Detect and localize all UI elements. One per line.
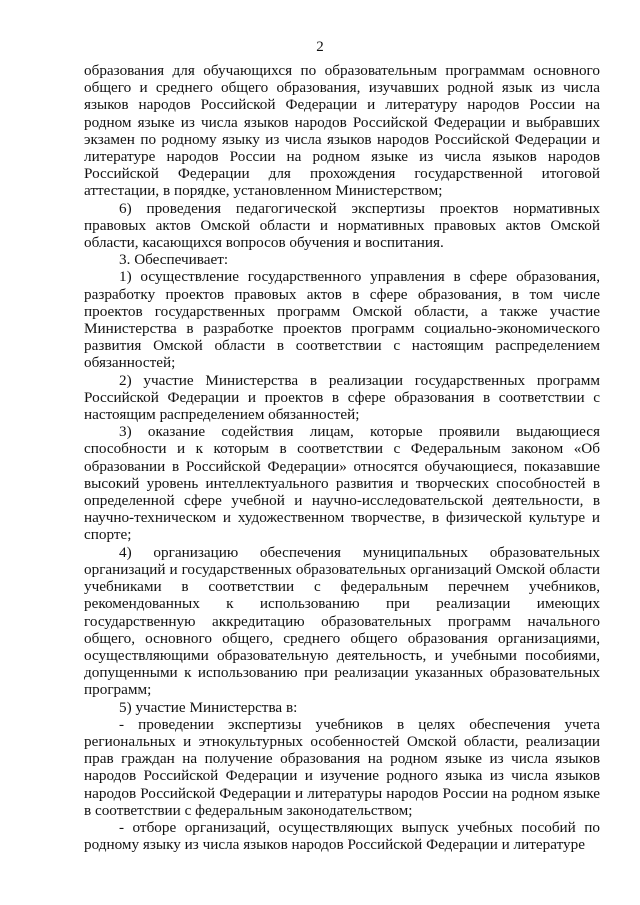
paragraph-item-4: 4) организацию обеспечения муниципальных образовательных организаций и государственных образовательных организаций Омской области учебниками в соответствии с федеральным перечнем учебников, рекомендованных к использованию при реализации имеющих государственную аккредитацию образовательных программ начального общего, основного общего, среднего общего образования организациями, осуществляющими образовательную деятельность, и учебными пособиями, допущенными к использованию при реализации указанных образовательных программ;	[84, 543, 600, 699]
paragraph-subitem-selection: - отборе организаций, осуществляющих выпуск учебных пособий по родному языку из числа языков народов Российской Федерации и литературе	[84, 818, 600, 854]
document-body	[84, 62, 600, 853]
paragraph-item-1: 1) осуществление государственного управления в сфере образования, разработку проектов правовых актов в сфере образования, в том числе проектов государственных программ Омской области, а также участие Министерства в разработке проектов программ социально-экономического развития Омской области в соответствии с настоящим распределением обязанностей;	[84, 268, 600, 372]
paragraph-item-2: 2) участие Министерства в реализации государственных программ Российской Федерации и проектов в сфере образования в соответствии с настоящим распределением обязанностей;	[84, 371, 600, 424]
paragraph-continuation: образования для обучающихся по образовательным программам основного общего и среднего общего образования, изучавших родной язык из числа языков народов Российской Федерации и литературу народов России на родном языке из числа языков народов Российской Федерации и выбравших экзамен по родному языку из числа языков народов Российской Федерации и литературе народов России на родном языке из числа языков народов Российской Федерации для прохождения государственной итоговой аттестации, в порядке, установленном Министерством;	[84, 62, 600, 200]
paragraph-item-3: 3) оказание содействия лицам, которые проявили выдающиеся способности и к которым в соответствии с Федеральным законом «Об образовании в Российской Федерации» относятся обучающиеся, показавшие высокий уровень интеллектуального развития и творческих способностей в определенной сфере учебной и научно-исследовательской деятельности, в научно-техническом и художественном творчестве, в физической культуре и спорте;	[84, 423, 600, 544]
paragraph-subitem-expertise: - проведении экспертизы учебников в целях обеспечения учета региональных и этнокультурных особенностей Омской области, реализации прав граждан на получение образования на родном языке из числа языков народов Российской Федерации и изучение родного языка из числа языков народов Российской Федерации и литературы народов России на родном языке в соответствии с федеральным законодательством;	[84, 715, 600, 819]
page-number: 2	[316, 39, 324, 55]
section-heading-3: 3. Обеспечивает:	[119, 251, 229, 269]
paragraph-item-5: 5) участие Министерства в:	[119, 698, 298, 716]
paragraph-item-6: 6) проведения педагогической экспертизы проектов нормативных правовых актов Омской области и нормативных правовых актов Омской области, касающихся вопросов обучения и воспитания.	[84, 199, 600, 252]
